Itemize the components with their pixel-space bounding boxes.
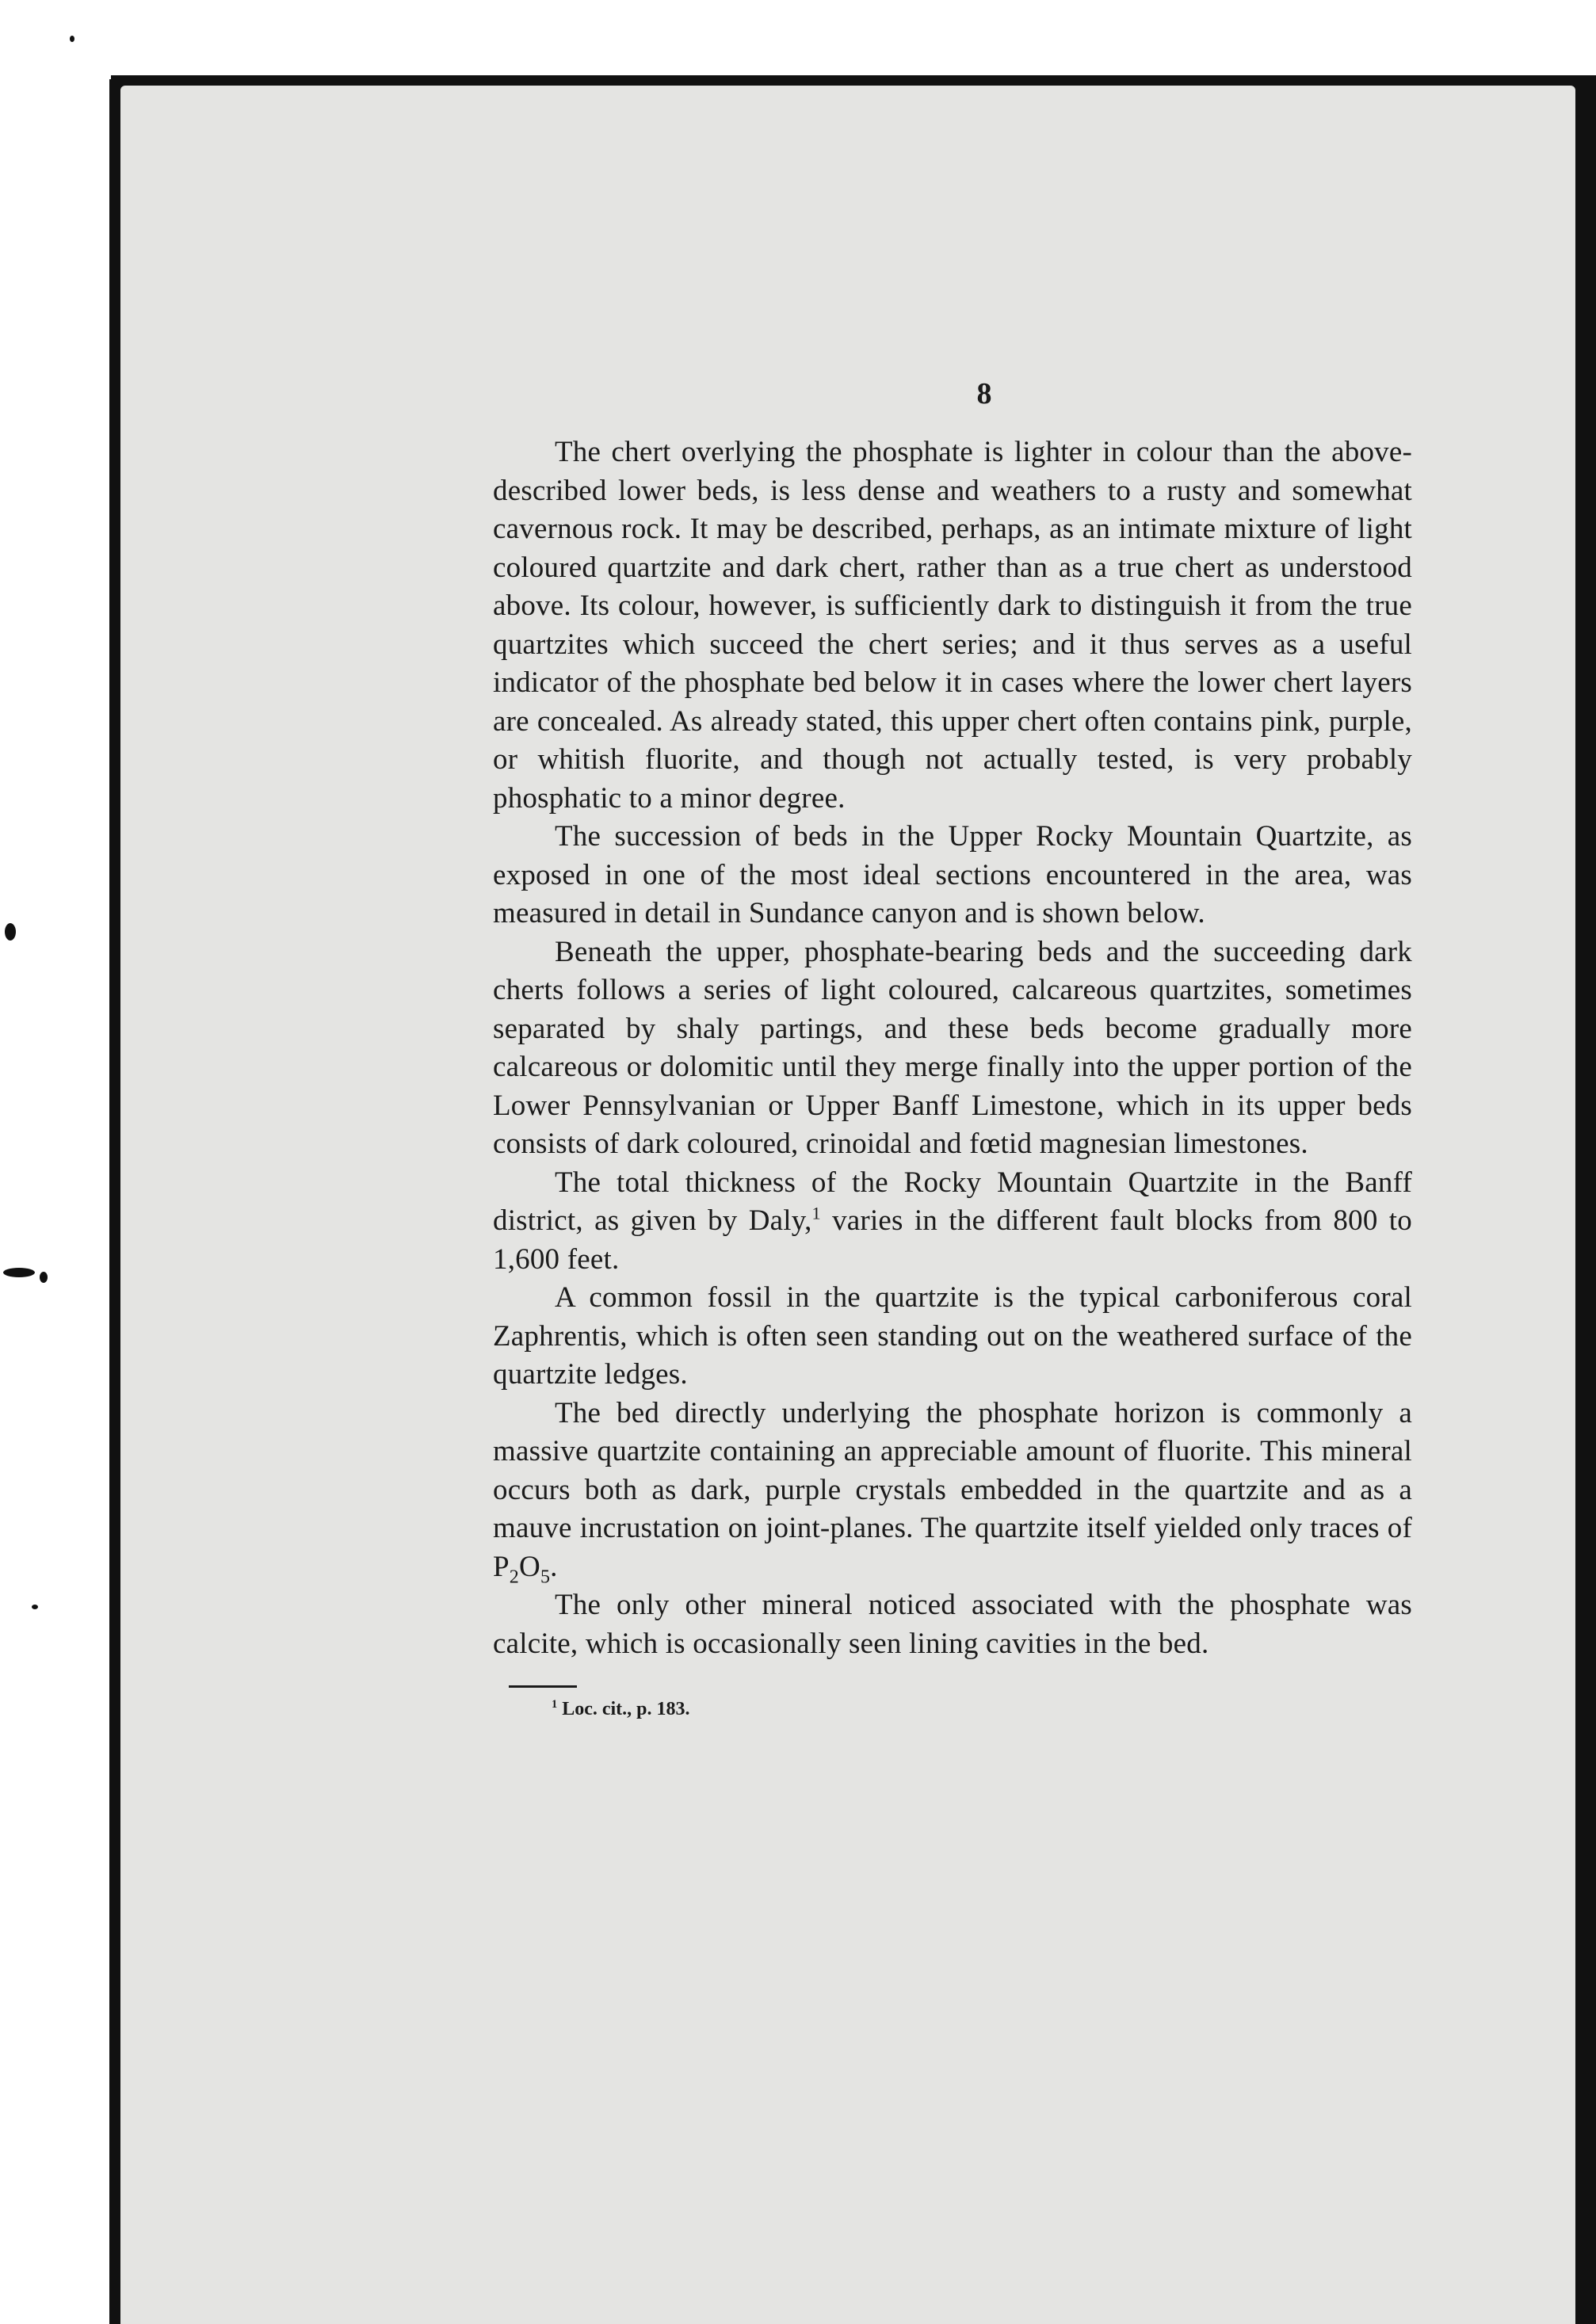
scan-border-right — [1573, 79, 1596, 2324]
speck — [70, 36, 74, 42]
footnote-ref: 1 — [811, 1203, 821, 1223]
footnote-rule — [509, 1685, 577, 1688]
speck — [40, 1272, 48, 1283]
paragraph-4-text-end: varies in the different fault blocks from 800 to 1,600 feet. — [493, 1204, 1412, 1276]
footnote-marker: 1 — [552, 1698, 558, 1711]
paragraph-6 — [493, 1395, 1412, 1587]
speck — [3, 1268, 35, 1277]
paragraph-4-text: The total thickness of the Rocky Mountain Quartzite in the Banff district, as given by Daly, — [493, 1166, 1412, 1237]
subscript: 2 — [509, 1566, 520, 1587]
paragraph-2: The succession of beds in the Upper Rocky Mountain Quartzite, as exposed in one of the most ideal sections encountered in the area, was measured in detail in Sundance canyon and is shown below. — [493, 820, 1412, 929]
paragraph-5: A common fossil in the quartzite is the typical carboniferous coral Zaphrentis, which is often seen standing out on the weathered surface of the quartzite ledges. — [493, 1281, 1412, 1391]
speck — [5, 923, 16, 941]
page-number: 8 — [976, 377, 992, 410]
paragraph-6-text-end: . — [550, 1550, 558, 1583]
footnote-text: Loc. cit., p. 183. — [557, 1699, 690, 1719]
paragraph-7: The only other mineral noticed associated with the phosphate was calcite, which is occasionally seen lining cavities in the bed. — [493, 1589, 1412, 1660]
footnote — [493, 1699, 1412, 1720]
paragraph-4 — [493, 1164, 1412, 1280]
speck — [32, 1605, 38, 1609]
formula-o: O — [519, 1550, 540, 1583]
paragraph-1: The chert overlying the phosphate is lighter in colour than the above-described lower beds, is less dense and weathers to a rusty and somewhat cavernous rock. It may be described, perhaps, as an intimate mixture of light coloured quartzite and dark chert, rather than as a true chert as understood above. Its colour, however, is sufficiently dark to distinguish it from the true quartzites which succeed the chert series; and it thus serves as a useful indicator of the phosphate bed below it in cases where the lower chert layers are concealed. As already stated, this upper chert often contains pink, purple, or whitish fluorite, and though not actually tested, is very probably phosphatic to a minor degree. — [493, 436, 1412, 815]
paragraph-3: Beneath the upper, phosphate-bearing beds and the succeeding dark cherts follows a series of light coloured, calcareous quartzites, sometimes separated by shaly partings, and these beds become gradually more calcareous or dolomitic until they merge finally into the upper portion of the Lower Pennsylvanian or Upper Banff Limestone, which in its upper beds consists of dark coloured, crinoidal and fœtid magnesian limestones. — [493, 935, 1412, 1160]
subscript: 5 — [540, 1566, 551, 1587]
text-column — [493, 376, 1412, 1720]
paragraph-6-text: The bed directly underlying the phosphate horizon is commonly a massive quartzite containing an appreciable amount of fluorite. This mineral occurs both as dark, purple crystals embedded in the quartzite and as a mauve incrustation on joint-planes. The quartzite itself yielded only traces of P — [493, 1396, 1412, 1583]
